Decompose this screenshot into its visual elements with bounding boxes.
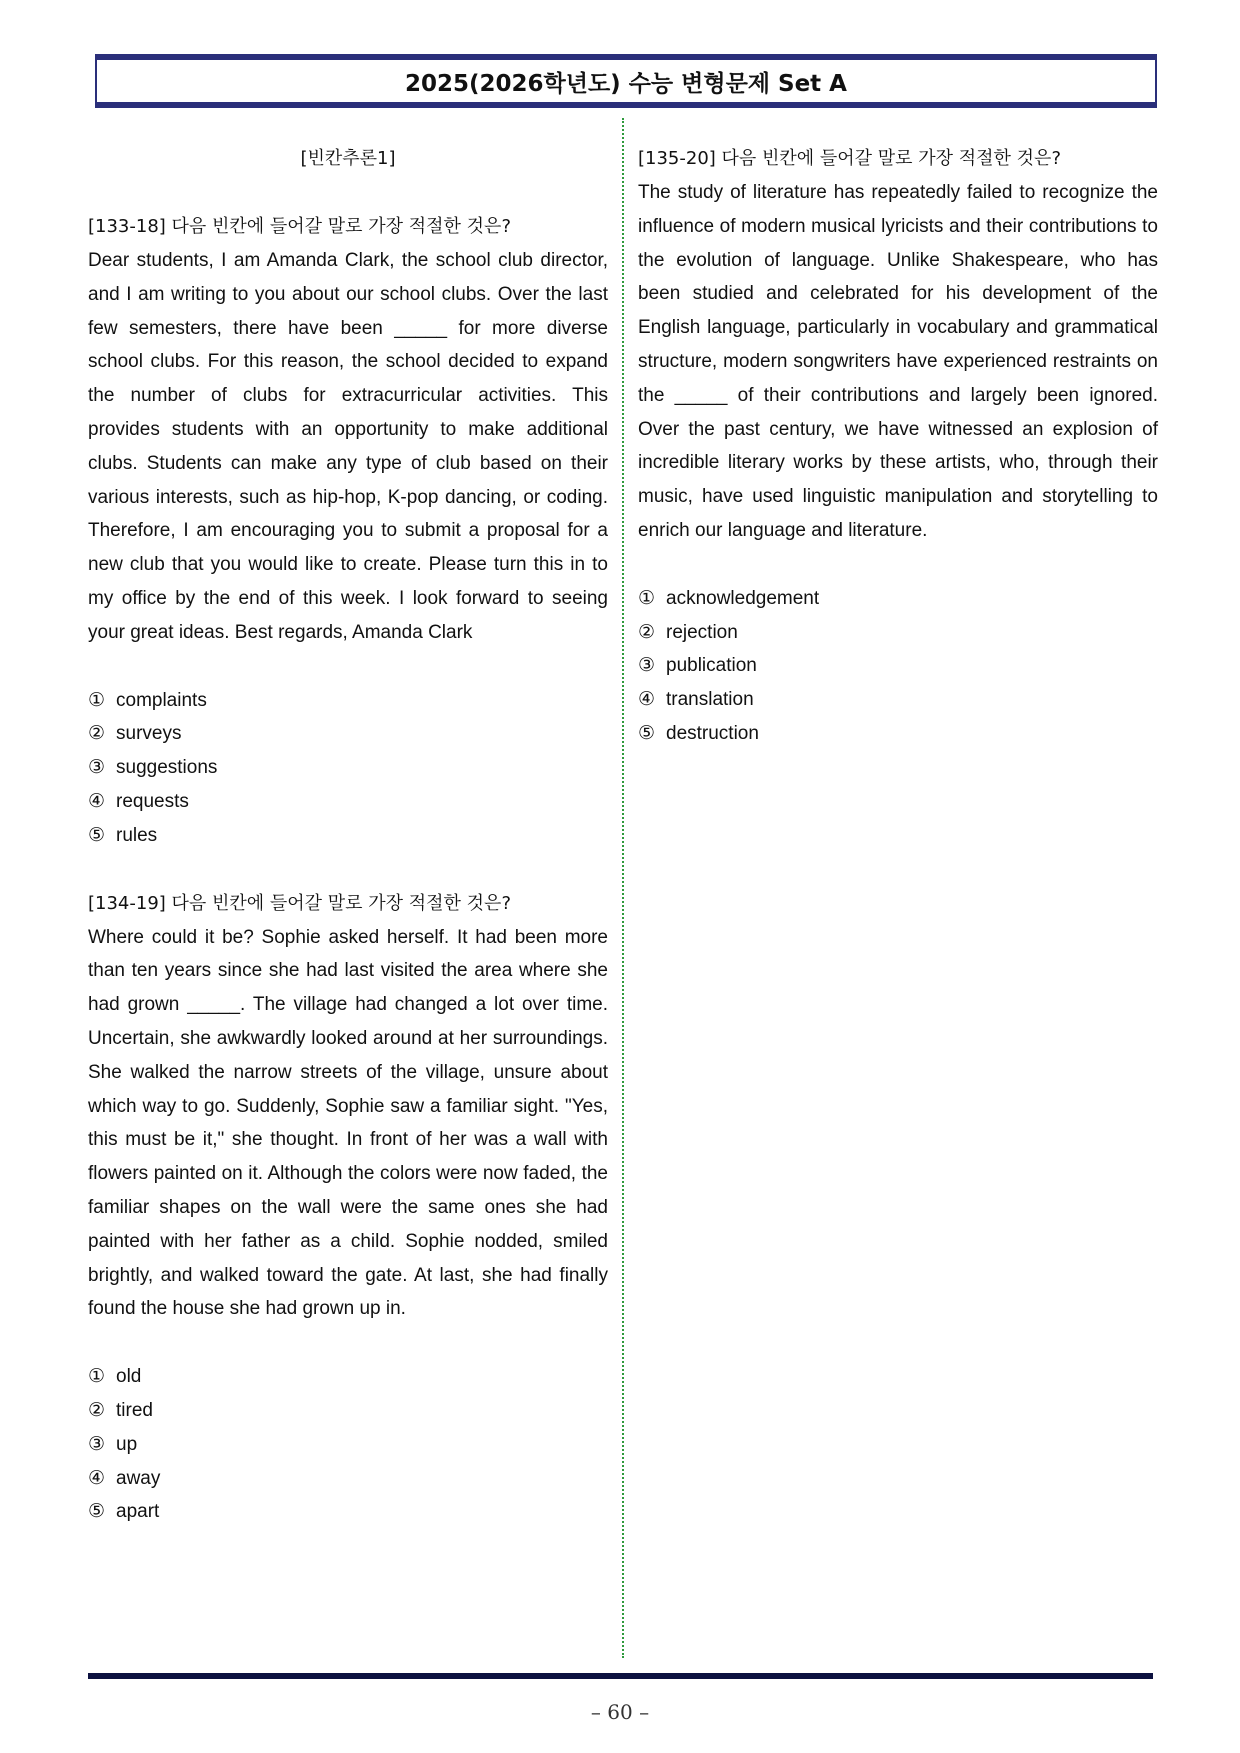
option-text: acknowledgement [666, 587, 820, 609]
option-text: suggestions [116, 757, 218, 779]
answer-option[interactable] [638, 582, 1158, 616]
option-text: rejection [666, 621, 738, 643]
page-title: 2025(2026학년도) 수능 변형문제 Set A [404, 70, 847, 97]
answer-option[interactable] [88, 751, 608, 785]
option-number: ① [638, 587, 656, 609]
option-text: away [116, 1467, 161, 1489]
option-text: publication [666, 655, 757, 677]
option-number: ③ [88, 757, 106, 779]
option-number: ③ [638, 655, 656, 677]
option-text: tired [116, 1399, 153, 1421]
question-133 [88, 210, 608, 853]
option-text: apart [116, 1501, 160, 1523]
right-column [638, 142, 1158, 785]
option-text: destruction [666, 722, 759, 744]
page-number: – 60 – [590, 1700, 650, 1724]
answer-option[interactable] [88, 785, 608, 819]
footer-rule [88, 1673, 1153, 1679]
question-135 [638, 142, 1158, 751]
answer-option[interactable] [638, 683, 1158, 717]
option-number: ⑤ [88, 1501, 106, 1523]
option-number: ④ [638, 689, 656, 711]
answer-options [88, 1360, 608, 1529]
option-number: ③ [88, 1433, 106, 1455]
answer-options [88, 684, 608, 853]
answer-option[interactable] [88, 1495, 608, 1529]
option-number: ② [638, 621, 656, 643]
option-text: translation [666, 689, 754, 711]
answer-option[interactable] [88, 717, 608, 751]
question-heading: [135-20] 다음 빈칸에 들어갈 말로 가장 적절한 것은? [638, 148, 1062, 169]
answer-options [638, 582, 1158, 751]
section-label: [빈칸추론1] [300, 148, 396, 169]
question-passage: Dear students, I am Amanda Clark, the school club director, and I am writing to you about our school clubs. Over the last few semesters, there have been _____ for more diverse school clubs. For this reason, the school decided to expand the number of clubs for extracurricular activities. This provides students with an opportunity to make additional clubs. Students can make any type of club based on their various interests, such as hip-hop, K-pop dancing, or coding. Therefore, I am encouraging you to submit a proposal for a new club that you would like to create. Please turn this in to my office by the end of this week. I look forward to seeing your great ideas. Best regards, Amanda Clark [88, 250, 608, 643]
answer-option[interactable] [638, 717, 1158, 751]
answer-option[interactable] [638, 649, 1158, 683]
option-number: ② [88, 723, 106, 745]
question-passage: The study of literature has repeatedly failed to recognize the influence of modern musical lyricists and their contributions to the evolution of language. Unlike Shakespeare, who has been studied and celebrated for his development of the English language, particularly in vocabulary and grammatical structure, modern songwriters have experienced restraints on the _____ of their contributions and largely been ignored. Over the past century, we have witnessed an explosion of incredible literary works by these artists, who, through their music, have used linguistic manipulation and storytelling to enrich our language and literature. [638, 182, 1158, 541]
question-passage: Where could it be? Sophie asked herself. It had been more than ten years since she had last visited the area where she had grown _____. The village had changed a lot over time. Uncertain, she awkwardly looked around at her surroundings. She walked the narrow streets of the village, unsure about which way to go. Suddenly, Sophie saw a familiar sight. "Yes, this must be it," she thought. In front of her was a wall with flowers painted on it. Although the colors were now faded, the familiar shapes on the wall were the same ones she had painted with her father as a child. Sophie nodded, smiled brightly, and walked toward the gate. At last, she had finally found the house she had grown up in. [88, 926, 608, 1320]
answer-option[interactable] [88, 1360, 608, 1394]
option-text: old [116, 1366, 142, 1388]
option-text: up [116, 1433, 138, 1455]
answer-option[interactable] [88, 684, 608, 718]
option-number: ② [88, 1399, 106, 1421]
answer-option[interactable] [88, 1462, 608, 1496]
left-column [88, 142, 608, 1563]
option-text: complaints [116, 689, 207, 711]
answer-option[interactable] [638, 616, 1158, 650]
question-heading: [134-19] 다음 빈칸에 들어갈 말로 가장 적절한 것은? [88, 892, 512, 914]
answer-option[interactable] [88, 1428, 608, 1462]
title-banner [95, 58, 1157, 104]
option-number: ① [88, 689, 106, 711]
option-number: ⑤ [88, 824, 106, 846]
option-number: ① [88, 1366, 106, 1388]
answer-option[interactable] [88, 819, 608, 853]
option-number: ④ [88, 790, 106, 812]
option-text: surveys [116, 723, 182, 745]
column-divider [622, 118, 624, 1658]
option-number: ⑤ [638, 722, 656, 744]
question-heading: [133-18] 다음 빈칸에 들어갈 말로 가장 적절한 것은? [88, 216, 512, 237]
answer-option[interactable] [88, 1394, 608, 1428]
option-text: requests [116, 790, 189, 812]
question-134 [88, 887, 608, 1530]
option-number: ④ [88, 1467, 106, 1489]
option-text: rules [116, 824, 158, 846]
